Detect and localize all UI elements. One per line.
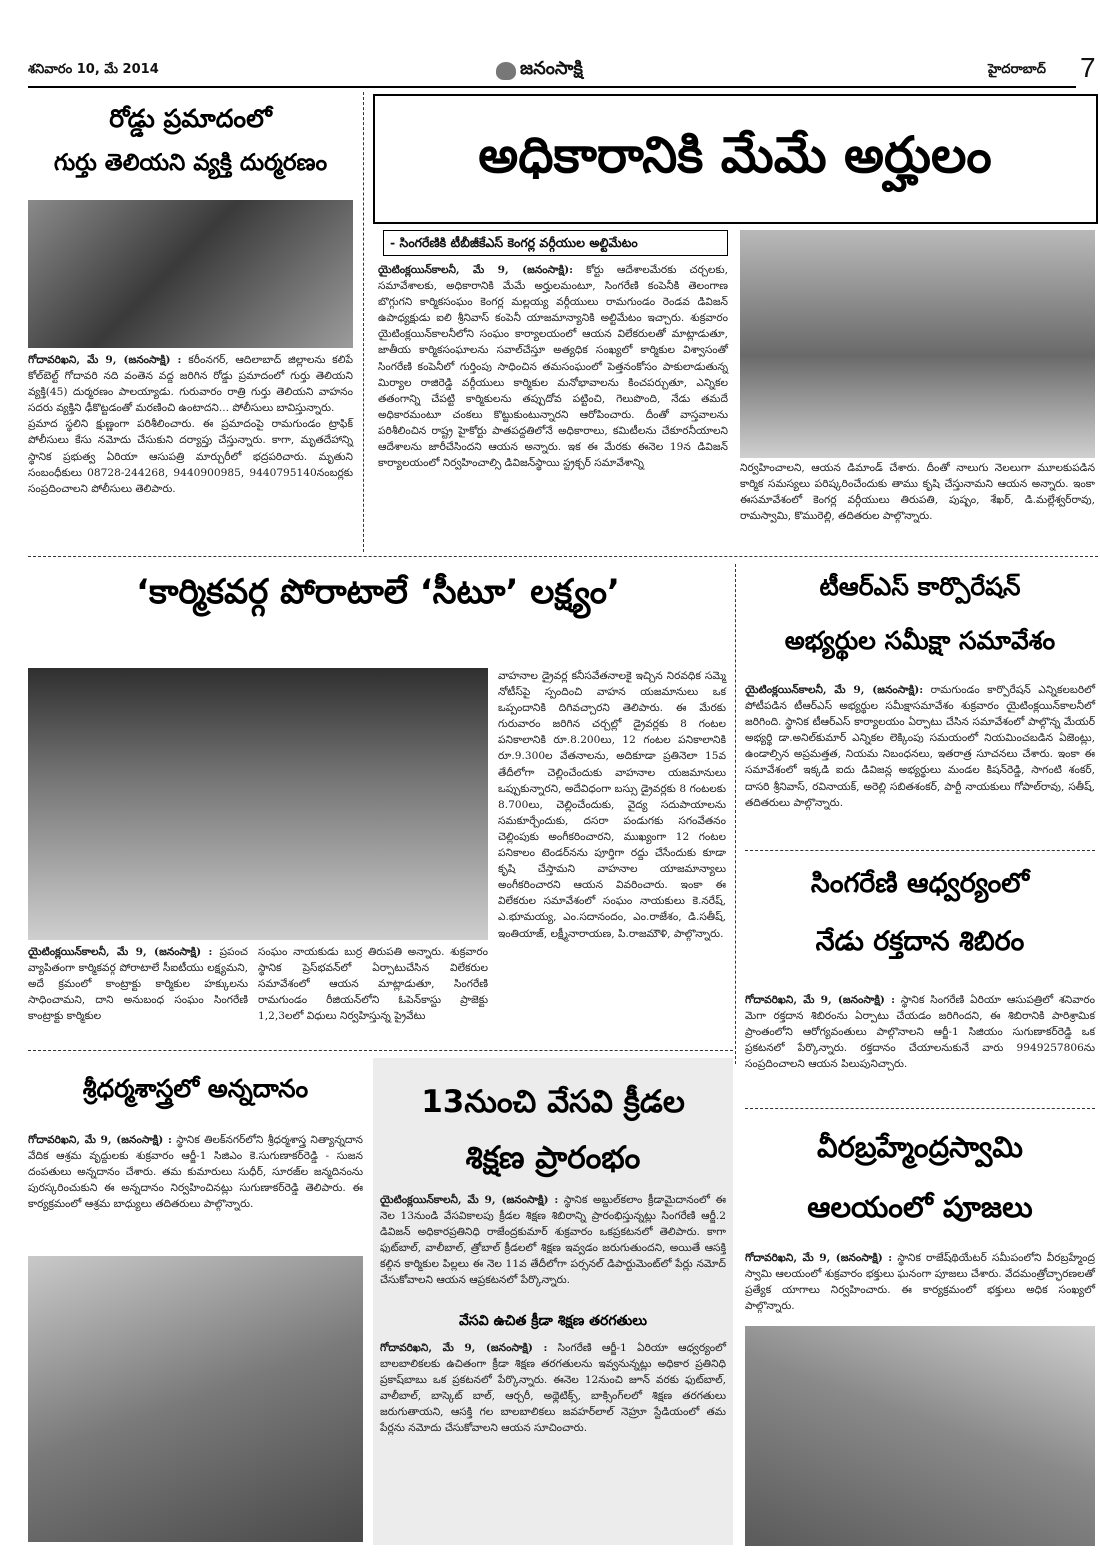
sports-body-text: స్థానిక అబ్దుల్‌కలాం క్రీడామైదానంలో ఈ నెల 13నుండి వేసవికాలపు క్రీడల శిక్షణ శిబిరాన్ని ప్రారంభిస్తున్నట్లు సింగరేణి ఆర్జీ.2 డివిజన్ అధికారప్రతినిధి రాజేంద్రకుమార్ శుక్రవారం ఒకప్రకటనలో తెలిపారు. కాగా ఫుట్‌బాల్, వాలీబాల్, త్రోబాల్ క్రీడలలో శిక్షణ ఇవ్వడం జరుగుతుందని, అయితే ఆసక్తి కల్గిన కార్మికుల పిల్లలు ఈ నెల 11వ తేదీలోగా పర్సనల్ డిపార్టుమెంట్‌లో పేర్లు నమోద్ చేసుకోవాలని ఆయన ఆప్రకటనలో పేర్కొన్నారు. <box>380 1194 727 1287</box>
citu-press-meet-photo <box>28 668 488 940</box>
annadanam-body-text: స్థానిక తిలక్‌నగర్‌లోని శ్రీధర్మశాస్త్ర నిత్యాన్నదాన వేదిక ఆశ్రమ వృద్దులకు శుక్రవారం ఆర్జీ-1 సిజిఎం కె.సుగుణాకర్‌రెడ్డి - సుజన దంపతులు అన్నదానం చేశారు. తమ కుమారులు సుధీర్, సూరజ్‌ల జన్మదినంను పురస్కరించుకుని ఈ అన్నదానం నిర్వహించినట్లు సుగుణాకర్‌రెడ్డి తెలిపారు. ఈ కార్యక్రమంలో ఆశ్రమ బాధ్యులు తదితరులు పాల్గొన్నారు. <box>28 1134 363 1211</box>
power-article-body <box>378 262 728 547</box>
citu-dateline: యైటింక్లయిన్‌కాలనీ, మే 9, (జనంసాక్షి) : <box>28 946 213 958</box>
trs-body-text: రామగుండం కార్పొరేషన్ ఎన్నికలబరిలో పోటీపడిన టీఆర్ఎస్ అభ్యర్థుల సమీక్షాసమావేశం శుక్రవారం యైటింక్లయిన్‌కాలనీలో జరిగింది. స్థానిక టీఆర్ఎస్ కార్యాలయం ఏర్పాటు చేసిన సమావేశంలో పాల్గొన్న మేయర్ అభ్యర్థి డా.అనిల్‌కుమార్ ఎన్నికల లెక్కింపు సమయంలో నియమించబడిన ఏజెంట్లు, ఉండాల్సిన అప్రమత్తత, నియమ నిబంధనలు, ఇతరాత్ర సూచనలు చేశారు. ఇంకా ఈ సమావేశంలో ఇక్కడి ఐదు డివిజన్ల అభ్యర్థులు మండల కిషన్‌రెడ్డి, సాగంటి శంకర్, దాసరి శ్రీనివాస్, రవినాయక్, అరెల్లి సబితశంకర్, పార్టీ నాయకులు గోపాల్‌రావు, సతీష్, తదితరులు పాల్గొన్నారు. <box>745 684 1095 809</box>
column-divider <box>363 92 364 552</box>
sports-article-body-2 <box>380 1340 726 1540</box>
trs-article-body <box>745 682 1095 846</box>
blood-headline-1: సింగరేణి ఆధ్వర్యంలో <box>810 868 1030 899</box>
road-accident-photo <box>28 200 353 348</box>
road-body-text: కరీంనగర్, ఆదిలాబాద్ జిల్లాలను కలిపే కోల్‌బెల్ట్ గోదావరి నది వంతెన వద్ద జరిగిన రోడ్డు ప్రమాదంలో గుర్తు తెలియని వ్యక్తి(45) దుర్మరణం పాలయ్యాడు. గురువారం రాత్రి గుర్తు తెలియని వాహనం సదరు వ్యక్తిని ఢీకొట్టడంతో మరణించి ఉంటాదని... పోలీసులు బావిస్తున్నారు. <box>28 354 353 415</box>
citu-col2: సంఘం నాయకుడు బుర్ర తిరుపతి అన్నారు. శుక్రవారం స్థానిక ప్రెస్‌భవన్‌లో ఏర్పాటుచేసిన విలేకరుల సమావేశంలో ఆయన మాట్లాడుతూ, సింగరేణి రామగుండం రీజియన్‌లోని ఓపెన్‌కాస్టు ప్రాజెక్టు 1,2,3లలో విధులు నిర్వహిస్తున్న ప్రైవేటు <box>258 946 488 1023</box>
road-headline-2: గుర్తు తెలియని వ్యక్తి దుర్మరణం <box>53 150 328 176</box>
trs-headline-1: టీఆర్ఎస్ కార్పొరేషన్ <box>819 572 1021 601</box>
section-rule-3 <box>745 1108 1095 1109</box>
road-dateline: గోదావరిఖని, మే 9, (జనంసాక్షి) : <box>28 354 182 366</box>
sports-dateline-2: గోదావరిఖని, మే 9, (జనంసాక్షి) : <box>380 1342 548 1354</box>
temple-pooja-photo <box>745 1326 1095 1546</box>
power-dateline: యైటింక్లయిన్‌కాలనీ, మే 9, (జనంసాక్షి): <box>378 264 574 276</box>
power-article-body-cont: నిర్వహించాలని, ఆయన డిమాండ్ చేశారు. దీంతో నాలుగు నెలలుగా మూలకుపడిన కార్మిక సమస్యలు పరిష్కరించేందుకు తాము కృషి చేస్తునామని ఆయన అన్నారు. ఇంకా ఈసమావేశంలో కెంగర్ల వర్గీయులు తిరుపతి, పుష్పం, శేఖర్, డి.మల్లేశ్వర్‌రావు, రామస్వామి, కొమురెల్లి, తదితరుల పాల్గొన్నారు. <box>740 462 1095 523</box>
page-number: 7 <box>1080 52 1096 83</box>
annadanam-article-body <box>28 1132 363 1250</box>
sports-article-body <box>380 1192 726 1306</box>
blood-headline-2: నేడు రక్తదాన శిబిరం <box>815 926 1025 957</box>
citu-col1 <box>28 944 248 1044</box>
temple-headline-2: ఆలయంలో పూజలు <box>807 1190 1033 1224</box>
annadanam-headline: శ్రీధర్మశాస్త్రలో అన్నదానం <box>82 1074 309 1103</box>
power-subhead: - సింగరేణికి టీబీజీకేఎస్ కెంగర్ల వర్గీయుల అల్టిమేటం <box>383 230 728 256</box>
section-rule-trs <box>745 850 1095 851</box>
section-rule-1 <box>28 556 1098 557</box>
sports-subhead: వేసవి ఉచిత క్రీడా శిక్షణ తరగతులు <box>458 1313 648 1329</box>
road-body-text-2: ప్రమాద స్థలిని క్షుణ్ణంగా పరిశీలించారు. ఈ ప్రమాదంపై రామగుండం ట్రాఫిక్ పోలీసులు కేసు నమోదు చేసుకుని దర్యాప్తు చేస్తున్నారు. కాగా, మృతదేహాన్ని స్థానిక ప్రభుత్వ ఏరియా ఆసుపత్రి మార్చురీలో భద్రపరిచారు. మృతుని సంబంధీకులు 08728-244268, 9440900985, 9440795140నంబర్లకు సంప్రదించాలని పోలీసులు తెలిపారు. <box>28 418 353 495</box>
section-rule-2 <box>28 1050 733 1051</box>
sports-dateline: యైటింక్లయిన్‌కాలనీ, మే 9, (జనంసాక్షి) : <box>380 1194 559 1206</box>
column-divider-2 <box>735 564 736 1064</box>
trs-headline-2: అభ్యర్థుల సమీక్షా సమావేశం <box>784 626 1056 655</box>
road-headline-1: రోడ్డు ప్రమాదంలో <box>109 104 272 133</box>
temple-article-body <box>745 1250 1095 1320</box>
header-date: శనివారం 10, మే 2014 <box>28 62 159 77</box>
union-leaders-photo <box>740 230 1095 458</box>
annadanam-dateline: గోదావరిఖని, మే 9, (జనంసాక్షి) : <box>28 1134 172 1146</box>
road-article-body <box>28 352 353 548</box>
masthead-emblem-icon <box>496 62 516 80</box>
sports-headline-1: 13నుంచి వేసవి క్రీడల <box>421 1084 685 1120</box>
citu-col3: వాహనాల డ్రైవర్ల కనీసవేతనాలకై ఇచ్చిన నిరవధిక సమ్మె నోటీస్‌పై స్పందించి వాహన యజమానులు ఒక ఒప్పందానికి దిగివచ్చారని తెలిపారు. ఈ మేరకు గురువారం జరిగిన చర్చల్లో డ్రైవర్లకు 8 గంటల పనికాలానికి రూ.8.200లు, 12 గంటల పనికాలానికి రూ.9.300ల వేతనాలను, అదికూడా ప్రతినెలా 15వ తేదీలోగా చెల్లించేందుకు వాహనాల యజమానులు ఒప్పుకున్నారని, అదేవిధంగా బస్సు డ్రైవర్లకు 8 గంటలకు 8.700లు, చెల్లించేందుకు, వైద్య సదుపాయాలను సమకూర్చేందుకు, దసరా పండుగకు సగంవేతనం చెల్లింపుకు అంగీకరించారని, ముఖ్యంగా 12 గంటల పనికాలం టెండర్‌నను పూర్తిగా రద్దు చేసేందుకు కూడా కృషి చేస్తామని వాహనాల యాజమాన్యాలు అంగీకరించారని ఆయన వివరించారు. ఇంకా ఈ విలేకరుల సమావేశంలో సంఘం నాయకులు కె.నరేష్, ఎ.భూమయ్య, ఎం.సదానందం, ఎం.రాజేశం, డి.సతీష్, ఇంతియాజ్, లక్ష్మీనారాయణ, పి.రాజమౌళి, పాల్గొన్నారు. <box>498 670 726 940</box>
header-city: హైదరాబాద్ <box>988 62 1046 77</box>
masthead-title: జనంసాక్షి <box>520 58 583 79</box>
temple-dateline: గోదావరిఖని, మే 9, (జనంసాక్షి) : <box>745 1252 893 1264</box>
power-body-text: కోర్టు ఆదేశాలమేరకు చర్చలకు, సమావేశాలకు, అధికారానికి మేమే అర్హులమంటూ, సింగరేణి కంపెనీకి తెలంగాణ బొగ్గుగని కార్మికసంఘం కెంగర్ల మల్లయ్య వర్గీయులు రామగుండం రెండవ డివిజన్ ఉపాధ్యక్షుడు ఐలి శ్రీనివాస్ కంపెనీ యాజమాన్యానికి అల్టిమేటం ఇచ్చారు. శుక్రవారం యైటింక్లయిన్‌కాలనీలోని సంఘం కార్యాలయంలో ఆయన విలేకరులతో మాట్లాడుతూ, జాతీయ కార్మికసంఘాలను సవాల్‌చేస్తూ అత్యధిక సంఖ్యలో కార్మికుల విశ్వాసంతో సింగరేణి కంపెనీలో గుర్తింపు సాధించిన తమసంఘంలో పెత్తనంకోసం పాకులాడుతున్న మిర్యాల రాజిరెడ్డి వర్గీయులు కార్మికుల మనోభావాలను కించపర్చుతూ, ఎన్నికల తతంగాన్ని చేపట్టి కార్మికులను తప్పుదోవ పట్టించి, గెలుపొంది, నేడు తమదే అధికారమంటూ చంకలు కొట్టుకుంటున్నారని ఆరోపించారు. దీంతో వాస్తవాలను పరిశీలించిన రాష్ట్ర హైకోర్టు పాతపద్దతిలోనే అధికారాలు, కమిటీలను చేకూరనీయాలని ఆదేశాలను జారీచేసిందని ఆయన అన్నారు. ఇక ఈ మేరకు ఈనెల 19న డివిజన్ కార్యాలయంలో నిర్వహించాల్సి డివిజన్‌స్థాయి స్ట్రక్చర్ సమావేశాన్ని <box>378 264 728 470</box>
temple-headline-1: వీరబ్రహ్మేంద్రస్వామి <box>817 1130 1023 1164</box>
power-headline: అధికారానికి మేమే అర్హులం <box>478 126 992 184</box>
masthead-logo <box>496 58 646 82</box>
citu-headline: ‘కార్మికవర్గ పోరాటాలే ‘సీటూ’ లక్ష్యం’ <box>136 572 620 612</box>
annadanam-photo <box>28 1256 363 1542</box>
sports-body-text-2: సింగరేణి ఆర్జీ-1 ఏరియా ఆధ్వర్యంలో బాలబాలికలకు ఉచితంగా క్రీడా శిక్షణ తరగతులను ఇవ్వనున్నట్లు అధికార ప్రతినిధి ప్రకాష్‌బాబు ఒక ప్రకటనలో పేర్కొన్నారు. ఈనెల 12నుంచి జూన్ వరకు ఫుట్‌బాల్, వాలీబాల్, బాస్కెట్ బాల్, ఆర్చరీ, అథ్లెటిక్స్, బాక్సింగ్‌లలో శిక్షణ తరగతులు జరుగుతాయని, ఆసక్తి గల బాలబాలికలు జవహర్‌లాల్ నెహ్రూ స్టేడియంలో తమ పేర్లను నమోదు చేసుకోవాలని ఆయన సూచించారు. <box>380 1342 726 1435</box>
blood-dateline: గోదావరిఖని, మే 9, (జనంసాక్షి) : <box>745 994 895 1006</box>
blood-body-text: స్థానిక సింగరేణి ఏరియా ఆసుపత్రిలో శనివారం మెగా రక్తదాన శిబిరంను ఏర్పాటు చేయడం జరిగిందని, ఈ శిబిరానికి పారిశ్రామిక ప్రాంతంలోని ఆరోగ్యవంతులు పాల్గొనాలని ఆర్జీ-1 సిజియం సుగుణాకర్‌రెడ్డి ఒక ప్రకటనలో పేర్కొన్నారు. రక్తదానం చేయాలనుకునే వారు 9949257806ను సంప్రదించాలని ఆయన పిలుపునిచ్చారు. <box>745 994 1095 1071</box>
blood-article-body <box>745 992 1095 1088</box>
trs-dateline: యైటింక్లయిన్‌కాలనీ, మే 9, (జనంసాక్షి): <box>745 684 924 696</box>
sports-headline-2: శిక్షణ ప్రారంభం <box>465 1140 641 1176</box>
temple-body-text: స్థానిక రాజేష్‌థియేటర్ సమీపంలోని వీరబ్రహ్మేంద్ర స్వామి ఆలయంలో శుక్రవారం భక్తులు ఘనంగా పూజలు చేశారు. వేదమంత్రోచ్ఛారణలతో ప్రత్యేక యాగాలు నిర్వహించారు. ఈ కార్యక్రమంలో భక్తులు అధిక సంఖ్యలో పాల్గొన్నారు. <box>745 1252 1095 1313</box>
page-header <box>28 52 1096 88</box>
citu-body-1: ప్రపంచ వ్యాపితంగా కార్మికవర్గ పోరాటాలే సీఐటీయు లక్ష్యమని, అదే క్రమంలో కాంట్రాక్టు కార్మికుల హక్కులను సాధించామని, దాని అనుబంధ సంఘం సింగరేణి కాంట్రాక్టు కార్మికుల <box>28 946 248 1023</box>
header-rule <box>28 86 1076 88</box>
